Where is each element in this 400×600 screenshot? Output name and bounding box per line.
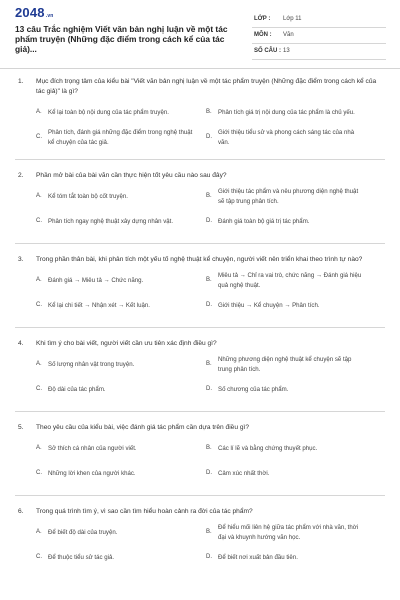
answer-option-c[interactable]	[36, 464, 206, 483]
option-text: Kể lại chi tiết → Nhận xét → Kết luận.	[48, 301, 150, 309]
answer-options	[15, 439, 385, 489]
question-divider	[15, 411, 385, 412]
answer-option-c[interactable]	[36, 128, 206, 147]
option-letter: B.	[206, 276, 212, 283]
option-letter: B.	[206, 192, 212, 199]
question-text: Khi tìm ý cho bài viết, người viết cần ưu tiên xác định điều gì?	[36, 340, 217, 347]
option-text: Để hiểu mối liên hệ giữa tác phẩm với nhà văn, thời đại và khuynh hướng văn học.	[218, 524, 359, 541]
option-text: Những phương diện nghệ thuật kể chuyện sẽ tập trung phân tích.	[218, 356, 352, 373]
option-letter: A.	[36, 108, 42, 115]
count-label: SỐ CÂU :	[254, 48, 281, 54]
option-text: Kể tóm tắt toàn bộ cốt truyện.	[48, 192, 128, 200]
quiz-meta	[252, 12, 386, 60]
option-text: Sở thích cá nhân của người viết.	[48, 444, 137, 452]
question-6	[0, 507, 400, 573]
question-text: Trong phần thân bài, khi phân tích một yếu tố nghệ thuật kể chuyện, người viết nên triển khai theo trình tự nào?	[36, 256, 363, 263]
option-letter: D.	[206, 217, 212, 224]
meta-grade-row	[252, 12, 386, 28]
question-text: Trong quá trình tìm ý, vì sao cần tìm hiểu hoàn cảnh ra đời của tác phẩm?	[36, 508, 253, 515]
logo-text: 2048	[15, 5, 45, 20]
option-letter: A.	[36, 276, 42, 283]
option-letter: C.	[36, 385, 42, 392]
answer-options	[15, 103, 385, 153]
question-stem	[15, 171, 385, 181]
option-text: Đánh giá → Miêu tả → Chức năng.	[48, 276, 144, 284]
option-text: Đánh giá toàn bộ giá trị tác phẩm.	[218, 217, 310, 225]
option-letter: D.	[206, 553, 212, 560]
option-text: Miêu tả → Chỉ ra vai trò, chức năng → Đánh giá hiệu quả nghệ thuật.	[218, 272, 362, 289]
grade-value: Lớp 11	[283, 16, 302, 22]
answer-option-a[interactable]	[36, 187, 206, 206]
page-title: 13 câu Trắc nghiệm Viết văn bản nghị luận về một tác phẩm truyện (Những đặc điểm trong cách kể của tác giả)...	[15, 24, 228, 54]
option-text: Những lời khen của người khác.	[48, 469, 136, 477]
option-text: Giới thiệu tiểu sử và phong cách sáng tác của nhà văn.	[218, 129, 355, 146]
option-letter: D.	[206, 301, 212, 308]
option-letter: B.	[206, 528, 212, 535]
option-letter: A.	[36, 192, 42, 199]
option-text: Giới thiệu tác phẩm và nêu phương diện nghệ thuật sẽ tập trung phân tích.	[218, 188, 359, 205]
option-text: Phân tích giá trị nội dung của tác phẩm là chủ yếu.	[218, 108, 355, 116]
answer-option-d[interactable]	[206, 380, 376, 399]
question-stem	[15, 423, 385, 433]
question-stem	[15, 255, 385, 265]
question-text: Theo yêu cầu của kiểu bài, việc đánh giá tác phẩm cần dựa trên điều gì?	[36, 424, 249, 431]
option-letter: D.	[206, 385, 212, 392]
option-text: Phân tích, đánh giá những đặc điểm trong nghệ thuật kể chuyện của tác giả.	[48, 129, 193, 146]
answer-option-a[interactable]	[36, 355, 206, 374]
option-letter: A.	[36, 528, 42, 535]
option-letter: C.	[36, 553, 42, 560]
answer-option-b[interactable]	[206, 103, 376, 122]
question-divider	[15, 327, 385, 328]
subject-value: Văn	[283, 32, 294, 38]
option-letter: C.	[36, 217, 42, 224]
option-text: Giới thiệu → Kể chuyện → Phân tích.	[218, 301, 320, 309]
option-text: Để biết độ dài của truyện.	[48, 528, 118, 536]
question-1	[0, 77, 400, 160]
option-letter: D.	[206, 133, 212, 140]
answer-option-a[interactable]	[36, 103, 206, 122]
option-letter: B.	[206, 360, 212, 367]
question-number: 2.	[18, 172, 24, 179]
answer-option-d[interactable]	[206, 464, 376, 483]
answer-option-b[interactable]	[206, 271, 376, 290]
question-list	[0, 77, 400, 573]
logo-suffix: .vn	[45, 13, 54, 19]
question-number: 4.	[18, 340, 24, 347]
answer-option-d[interactable]	[206, 212, 376, 231]
answer-options	[15, 187, 385, 237]
answer-options	[15, 271, 385, 321]
page-header	[0, 0, 400, 58]
option-text: Kể lại toàn bộ nội dung của tác phẩm truyện.	[48, 108, 169, 116]
option-letter: A.	[36, 444, 42, 451]
option-text: Các lí lẽ và bằng chứng thuyết phục.	[218, 444, 318, 452]
answer-option-c[interactable]	[36, 548, 206, 567]
answer-option-d[interactable]	[206, 128, 376, 147]
question-5	[0, 423, 400, 496]
subject-label: MÔN :	[254, 32, 272, 38]
question-3	[0, 255, 400, 328]
answer-option-b[interactable]	[206, 355, 376, 374]
question-stem	[15, 77, 385, 97]
header-divider	[0, 68, 400, 69]
question-2	[0, 171, 400, 244]
option-text: Cảm xúc nhất thời.	[218, 469, 270, 477]
question-number: 1.	[18, 78, 24, 85]
question-4	[0, 339, 400, 412]
meta-count-row	[252, 44, 386, 60]
count-value: 13	[283, 48, 290, 54]
option-text: Để thuộc tiểu sử tác giả.	[48, 553, 115, 561]
question-stem	[15, 507, 385, 517]
option-text: Độ dài của tác phẩm.	[48, 385, 106, 393]
meta-subject-row	[252, 28, 386, 44]
answer-option-a[interactable]	[36, 271, 206, 290]
option-letter: C.	[36, 133, 42, 140]
question-number: 5.	[18, 424, 24, 431]
option-letter: A.	[36, 360, 42, 367]
option-letter: B.	[206, 444, 212, 451]
answer-option-c[interactable]	[36, 212, 206, 231]
option-text: Phân tích ngay nghệ thuật xây dựng nhân vật.	[48, 217, 174, 225]
answer-option-c[interactable]	[36, 296, 206, 315]
answer-option-b[interactable]	[206, 439, 376, 458]
answer-options	[15, 355, 385, 405]
question-divider	[15, 243, 385, 244]
answer-option-b[interactable]	[206, 187, 376, 206]
option-letter: D.	[206, 469, 212, 476]
option-text: Số chương của tác phẩm.	[218, 385, 289, 393]
option-text: Để biết nơi xuất bản đầu tiên.	[218, 553, 298, 561]
option-letter: B.	[206, 108, 212, 115]
question-text: Mục đích trọng tâm của kiểu bài "Viết văn bản nghị luận về một tác phẩm truyện (Những đặc điểm trong cách kể của tác giả)" là gì?	[36, 78, 377, 95]
grade-label: LỚP :	[254, 16, 271, 22]
question-number: 3.	[18, 256, 24, 263]
answer-option-d[interactable]	[206, 548, 376, 567]
option-letter: C.	[36, 301, 42, 308]
answer-options	[15, 523, 385, 573]
site-logo[interactable]	[15, 5, 54, 20]
question-stem	[15, 339, 385, 349]
answer-option-d[interactable]	[206, 296, 376, 315]
question-divider	[15, 495, 385, 496]
option-letter: C.	[36, 469, 42, 476]
question-text: Phần mở bài của bài văn cần thực hiện tốt yêu cầu nào sau đây?	[36, 172, 227, 179]
answer-option-a[interactable]	[36, 523, 206, 542]
option-text: Số lượng nhân vật trong truyện.	[48, 360, 135, 368]
answer-option-a[interactable]	[36, 439, 206, 458]
question-number: 6.	[18, 508, 24, 515]
answer-option-b[interactable]	[206, 523, 376, 542]
answer-option-c[interactable]	[36, 380, 206, 399]
question-divider	[15, 159, 385, 160]
